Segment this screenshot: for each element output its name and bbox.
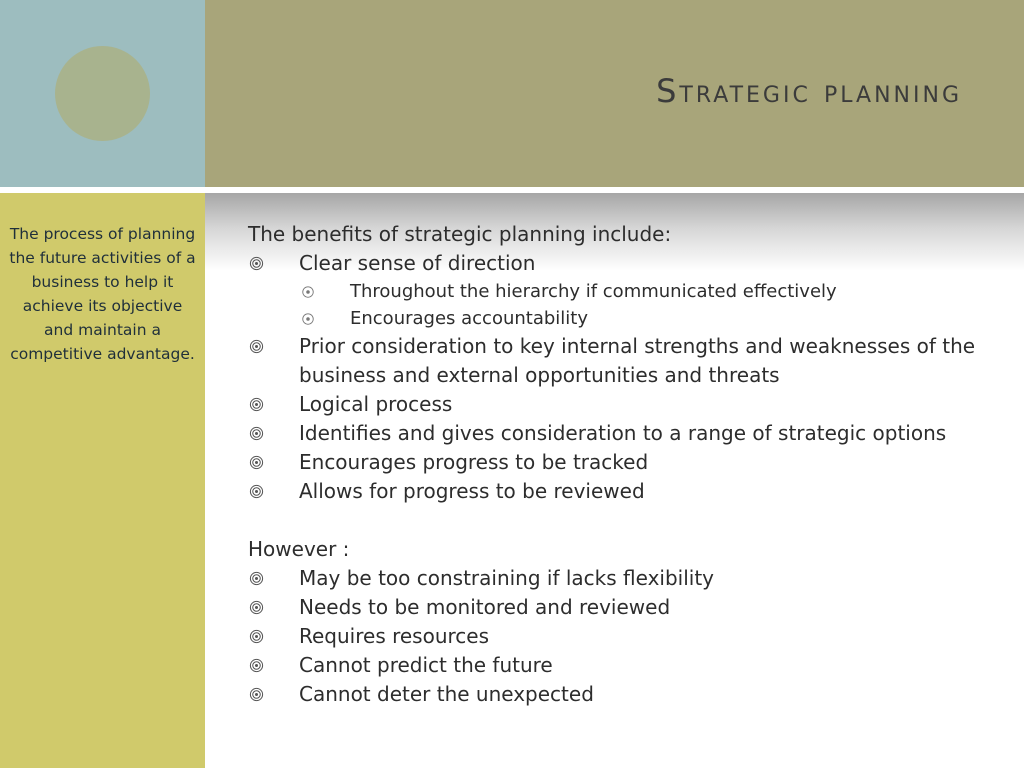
section-spacer bbox=[248, 506, 988, 535]
bullet-icon bbox=[249, 571, 264, 586]
list-item-text: Cannot predict the future bbox=[299, 653, 553, 677]
benefits-heading: The benefits of strategic planning include: bbox=[248, 222, 672, 246]
bullet-icon bbox=[249, 658, 264, 673]
list-item-text: Clear sense of direction bbox=[299, 251, 536, 275]
list-item-text: Allows for progress to be reviewed bbox=[299, 479, 645, 503]
list-item bbox=[248, 651, 988, 680]
list-item bbox=[248, 680, 988, 709]
bullet-icon bbox=[249, 687, 264, 702]
header-band bbox=[205, 0, 1024, 187]
however-list bbox=[248, 564, 988, 709]
header-corner-block bbox=[0, 0, 205, 187]
sub-list-item bbox=[248, 305, 988, 332]
list-item bbox=[248, 419, 988, 448]
definition-text: The process of planning the future activities of a business to help it achieve its objective and maintain a competitive advantage. bbox=[9, 225, 196, 363]
sub-list-item bbox=[248, 278, 988, 305]
sub-bullet-icon bbox=[301, 312, 315, 326]
list-item-text: Logical process bbox=[299, 392, 453, 416]
sub-list-item-text: Throughout the hierarchy if communicated effectively bbox=[350, 281, 837, 302]
list-item bbox=[248, 332, 988, 390]
bullet-icon bbox=[249, 600, 264, 615]
list-item-text: Cannot deter the unexpected bbox=[299, 682, 594, 706]
slide-title: Strategic planning bbox=[656, 72, 962, 110]
bullet-icon bbox=[249, 426, 264, 441]
list-item-text: Needs to be monitored and reviewed bbox=[299, 595, 671, 619]
list-item bbox=[248, 448, 988, 477]
list-item-text: Encourages progress to be tracked bbox=[299, 450, 649, 474]
benefits-list bbox=[248, 249, 988, 506]
list-item-text: May be too constraining if lacks flexibility bbox=[299, 566, 715, 590]
bullet-icon bbox=[249, 339, 264, 354]
bullet-icon bbox=[249, 455, 264, 470]
list-item bbox=[248, 593, 988, 622]
list-item bbox=[248, 249, 988, 278]
decorative-circle bbox=[55, 46, 150, 141]
list-item bbox=[248, 622, 988, 651]
bullet-icon bbox=[249, 629, 264, 644]
slide-content bbox=[248, 220, 988, 709]
bullet-icon bbox=[249, 256, 264, 271]
sub-bullet-icon bbox=[301, 285, 315, 299]
however-heading: However : bbox=[248, 537, 350, 561]
list-item bbox=[248, 477, 988, 506]
list-item-text: Identifies and gives consideration to a range of strategic options bbox=[299, 421, 947, 445]
list-item-text: Prior consideration to key internal strengths and weaknesses of the business and external opportunities and threats bbox=[299, 334, 976, 387]
bullet-icon bbox=[249, 484, 264, 499]
list-item bbox=[248, 390, 988, 419]
sub-list-item-text: Encourages accountability bbox=[350, 308, 589, 329]
list-item-text: Requires resources bbox=[299, 624, 490, 648]
list-item bbox=[248, 564, 988, 593]
bullet-icon bbox=[249, 397, 264, 412]
